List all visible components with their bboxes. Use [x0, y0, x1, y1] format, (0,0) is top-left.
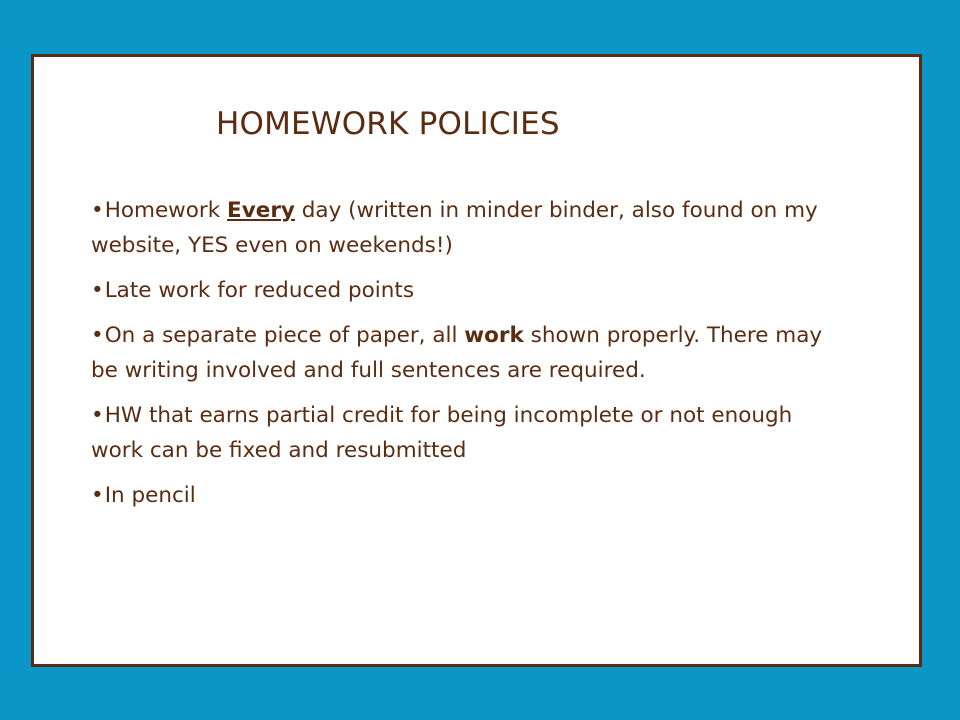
policy-item-homework-every-day: [91, 193, 851, 263]
policy-text-before: Homework: [104, 198, 228, 223]
policy-text: HW that earns partial credit for being incomplete or not enough work can be fixed and resubmitted: [91, 403, 793, 463]
emphasis-work: work: [464, 323, 524, 348]
policy-text: Late work for reduced points: [104, 278, 415, 303]
bullet-icon: •: [91, 198, 104, 223]
emphasis-every: Every: [227, 198, 295, 223]
policy-item-late-work: [91, 273, 851, 308]
bullet-icon: •: [91, 278, 104, 303]
bullet-icon: •: [91, 403, 104, 428]
bullet-icon: •: [91, 483, 104, 508]
policy-text-after: shown properly. There may be writing involved and full sentences are required.: [91, 323, 823, 383]
bullet-icon: •: [91, 323, 104, 348]
policy-list: [91, 193, 851, 523]
policy-item-partial-credit: [91, 398, 851, 468]
policy-text-after: day (written in minder binder, also found on my website, YES even on weekends!): [91, 198, 818, 258]
policy-text-before: On a separate piece of paper, all: [104, 323, 465, 348]
policy-item-in-pencil: [91, 478, 851, 513]
slide-panel: [31, 54, 922, 667]
policy-text: In pencil: [104, 483, 196, 508]
policy-item-show-work: [91, 318, 851, 388]
page-title: HOMEWORK POLICIES: [216, 106, 560, 142]
